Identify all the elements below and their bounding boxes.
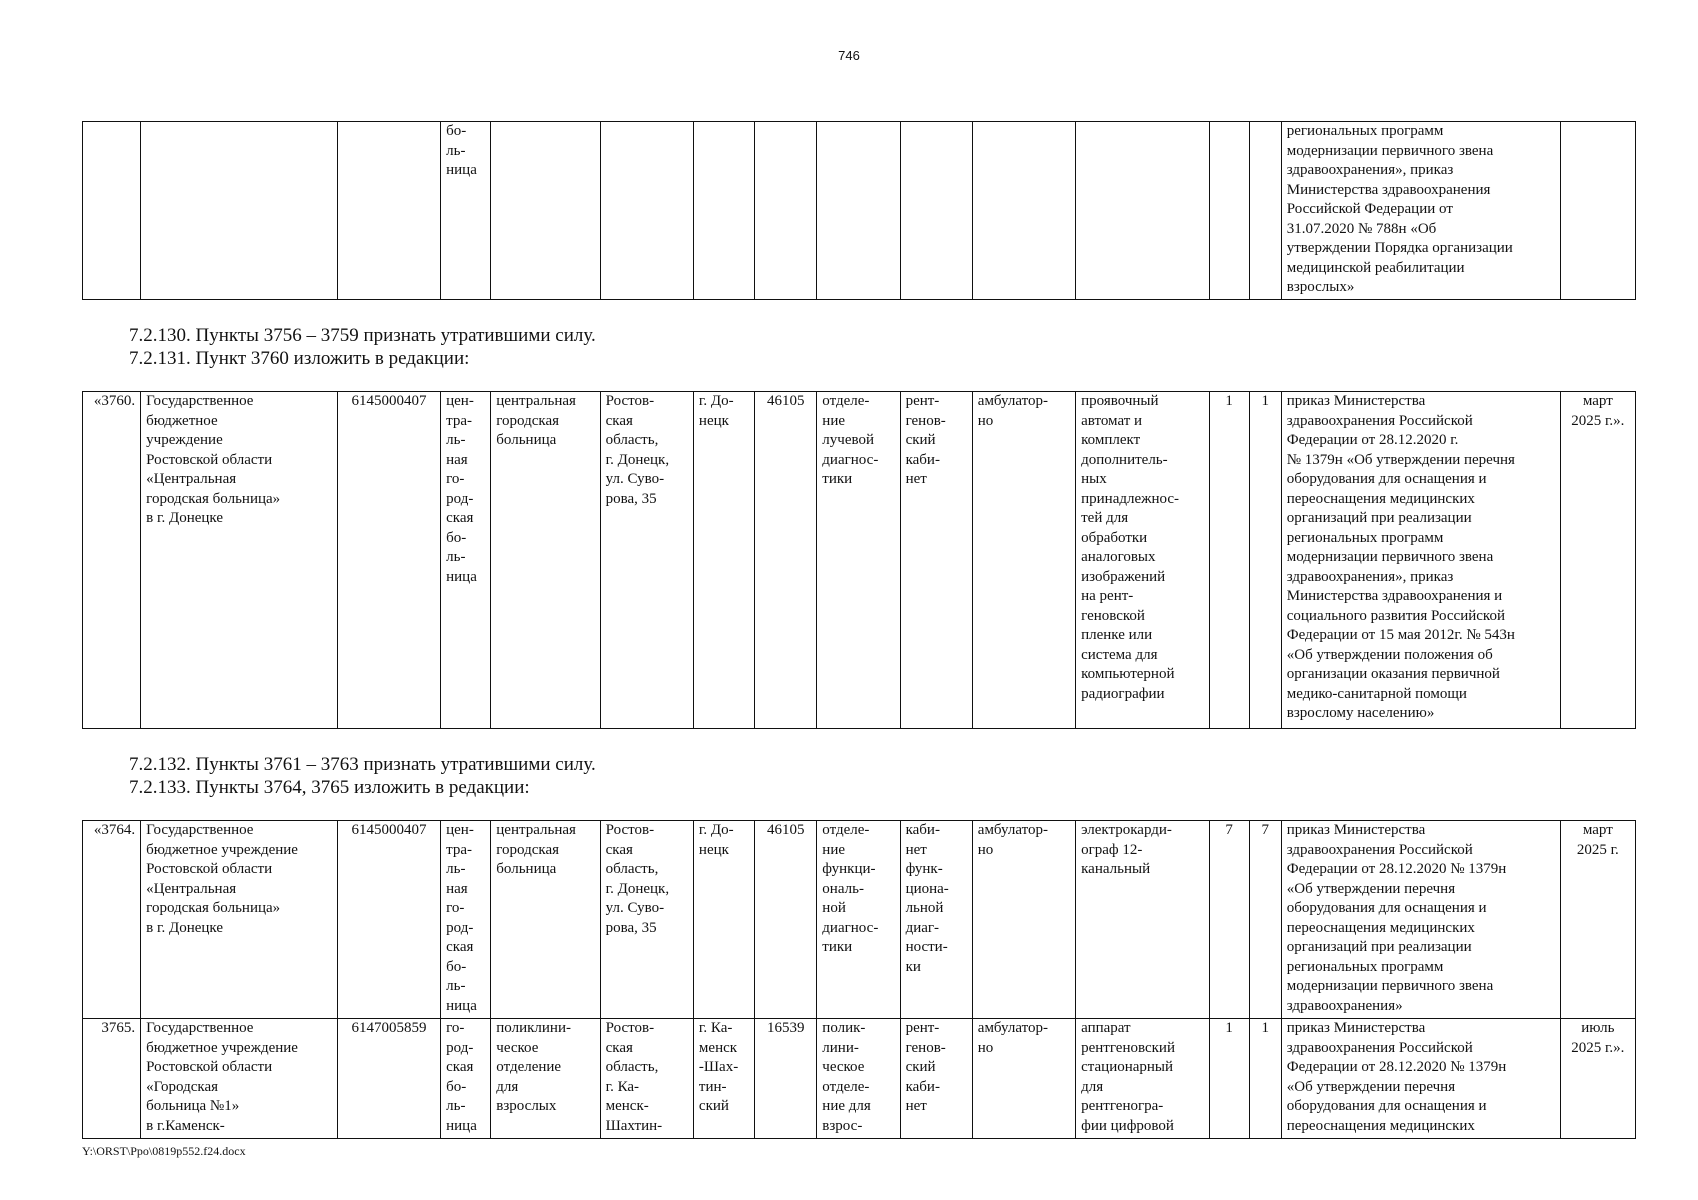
page-number: 746 [838,48,860,63]
cell-org [141,392,338,729]
cell-text-line: амбулатор- [977,1020,1048,1036]
cell-equipment [1076,392,1209,729]
cell-address [600,821,693,1019]
cell-text-line: циона- [905,880,949,897]
cell-text-line: полик- [822,1020,866,1036]
cell-text-line: «Об утверждении перечня [1286,880,1456,897]
cell-code [755,392,817,729]
cell-text-line: функ- [905,861,943,877]
cell-text-line: ональ- [822,880,864,897]
cell-city [693,392,754,729]
cell-text-line: здравоохранения Российской [1286,1039,1473,1056]
cell-text-line: ограф 12- [1081,841,1143,858]
cell-text-line: бюджетное учреждение [146,841,298,858]
cell-text-line: ница [446,1117,477,1134]
cell-address [600,122,693,300]
cell-city [693,122,754,300]
cell-text-line: ская [446,1059,474,1075]
cell-text-line: ница [446,162,477,178]
cell-q2 [1249,1019,1281,1139]
cell-text-line: Федерации от 28.12.2020 № 1379н [1286,861,1507,877]
cell-code [755,122,817,300]
cell-org [141,1019,338,1139]
cell-text-line: функци- [822,861,876,877]
cell-text-line: цен- [446,822,474,838]
cell-type [441,821,491,1019]
cell-text-line: март [1582,822,1613,838]
cell-unit [491,821,600,1019]
cell-text-line: рентгеногра- [1081,1098,1164,1114]
cell-text-line: -Шах- [698,1059,739,1075]
cell-text-line: Ростов- [605,822,655,838]
cell-inn [337,1019,440,1139]
cell-text-line: приказ Министерства [1286,1020,1426,1036]
cell-text-line: го- [446,900,465,916]
cell-text-line: нецк [698,841,729,858]
cell-text-line: но [977,841,994,858]
cell-text-line: утверждении Порядка организации [1286,240,1513,256]
cell-text-line: ности- [905,939,948,955]
cell-text-line: Ростов- [605,1020,655,1036]
cell-text-line: ние [822,841,846,858]
cell-text-line: Министерства здравоохранения и [1286,588,1503,604]
cell-q1 [1209,392,1249,729]
cell-mode [972,821,1075,1019]
cell-text-line: оборудования для оснащения и [1286,900,1487,916]
cell-text-line: отделе- [822,822,870,838]
cell-text-line: льной [905,900,944,916]
cell-basis [1281,392,1560,729]
cell-text-line: компьютерной [1081,666,1175,682]
cell-text-line: бо- [446,123,467,139]
cell-text-line: 16539 [766,1020,805,1036]
cell-text-line: ной [822,900,846,916]
cell-text-line: тики [822,471,853,487]
cell-num [83,122,141,300]
cell-text-line: учреждение [146,432,223,448]
table-row [83,1019,1636,1139]
cell-text-line: 1 [1225,1020,1233,1036]
cell-dept [817,122,900,300]
cell-inn [337,392,440,729]
cell-text-line: 1 [1261,393,1269,409]
cell-text-line: ческое [822,1059,865,1075]
cell-text-line: 1 [1261,1020,1269,1036]
amendment-7-2-131: 7.2.131. Пункт 3760 изложить в редакции: [129,348,470,369]
cell-text-line: больница [496,432,557,448]
cell-equipment [1076,821,1209,1019]
cell-text-line: 6145000407 [351,822,427,838]
cell-text-line: модернизации первичного звена [1286,549,1494,565]
cell-text-line: 2025 г.». [1571,1039,1625,1056]
cell-text-line: ль- [446,978,466,994]
amendment-7-2-130: 7.2.130. Пункты 3756 – 3759 признать утратившими силу. [129,325,596,346]
cell-org [141,122,338,300]
cell-text-line: 1 [1225,393,1233,409]
cell-text-line: организаций при реализации [1286,939,1472,955]
cell-q1 [1209,821,1249,1019]
cell-text-line: ул. Суво- [605,471,665,487]
cell-text-line: Ростов- [605,393,655,409]
cell-text-line: на рент- [1081,588,1134,604]
cell-text-line: ница [446,997,477,1014]
cell-text-line: ль- [446,142,466,159]
cell-text-line: область, [605,432,659,448]
cell-text-line: больница [496,861,557,877]
cell-text-line: ная [446,880,468,897]
cell-text-line: Государственное [146,393,254,409]
cell-text-line: бо- [446,529,467,546]
cell-text-line: г. Ка- [698,1020,733,1036]
cell-q1 [1209,1019,1249,1139]
cell-text-line: «Об утверждении перечня [1286,1078,1456,1095]
cell-text-line: городская больница» [146,490,281,507]
cell-text-line: принадлежнос- [1081,490,1180,507]
cell-text-line: приказ Министерства [1286,393,1426,409]
cell-text-line: ская [446,510,474,526]
cell-text-line: Шахтин- [605,1117,663,1134]
cell-text-line: бо- [446,958,467,975]
cell-text-line: но [977,1039,994,1056]
cell-q2 [1249,392,1281,729]
cell-dept [817,1019,900,1139]
cell-text-line: ки [905,958,921,975]
cell-unit [491,122,600,300]
amendment-7-2-133: 7.2.133. Пункты 3764, 3765 изложить в редакции: [129,777,530,798]
cell-text-line: рова, 35 [605,490,657,507]
cell-text-line: род- [446,490,474,507]
cell-text-line: 3765. [101,1020,136,1036]
cell-text-line: ние для [822,1098,871,1114]
cell-text-line: менск- [605,1098,649,1114]
cell-text-line: область, [605,861,659,877]
cell-text-line: в г. Донецке [146,919,223,936]
cell-text-line: стационарный [1081,1059,1174,1075]
cell-org [141,821,338,1019]
cell-text-line: ная [446,451,468,468]
cell-text-line: ский [698,1098,729,1114]
cell-text-line: здравоохранения», приказ [1286,568,1454,585]
cell-text-line: го- [446,471,465,487]
cell-text-line: рентгеновский [1081,1039,1175,1056]
cell-text-line: комплект [1081,432,1141,448]
cell-text-line: тра- [446,412,473,429]
cell-date [1560,821,1635,1019]
cell-text-line: Федерации от 28.12.2020 г. [1286,432,1459,448]
cell-text-line: в г.Каменск- [146,1117,225,1134]
cell-text-line: г. Донецк, [605,880,670,897]
cell-text-line: ская [605,412,633,429]
cell-text-line: изображений [1081,568,1166,585]
cell-text-line: организаций при реализации [1286,510,1472,526]
cell-text-line: амбулатор- [977,393,1048,409]
cell-text-line: региональных программ [1286,123,1444,139]
cell-inn [337,821,440,1019]
cell-text-line: центральная [496,393,576,409]
cell-text-line: цен- [446,393,474,409]
cell-text-line: отделе- [822,1078,870,1095]
cell-text-line: генов- [905,412,946,429]
cell-num [83,821,141,1019]
cell-text-line: модернизации первичного звена [1286,142,1494,159]
cell-text-line: Министерства здравоохранения [1286,181,1491,198]
cell-text-line: автомат и [1081,412,1143,429]
cell-text-line: пленке или [1081,627,1153,643]
cell-text-line: но [977,412,994,429]
cell-text-line: система для [1081,646,1158,663]
cell-text-line: аппарат [1081,1020,1131,1036]
cell-text-line: генов- [905,1039,946,1056]
cell-text-line: организации оказания первичной [1286,666,1500,682]
cell-text-line: 31.07.2020 № 788н «Об [1286,220,1437,237]
cell-text-line: лучевой [822,432,874,448]
cell-text-line: Российской Федерации от [1286,201,1453,217]
cell-text-line: июль [1581,1020,1615,1036]
cell-text-line: для [1081,1078,1104,1095]
cell-text-line: Государственное [146,1020,254,1036]
cell-text-line: модернизации первичного звена [1286,978,1494,994]
cell-text-line: в г. Донецке [146,510,223,526]
file-path-footer: Y:\ORST\Ppo\0819p552.f24.docx [82,1144,246,1158]
cell-text-line: род- [446,919,474,936]
cell-unit [491,1019,600,1139]
cell-text-line: больница №1» [146,1098,240,1114]
cell-inn [337,122,440,300]
cell-text-line: радиографии [1081,685,1165,702]
cell-basis [1281,821,1560,1019]
cell-text-line: нет [905,1098,927,1114]
cell-text-line: нет [905,841,927,858]
cell-text-line: ский [905,432,936,448]
cell-text-line: тра- [446,841,473,858]
cell-text-line: фии цифровой [1081,1117,1174,1134]
cell-text-line: региональных программ [1286,958,1444,975]
cell-text-line: область, [605,1059,659,1075]
cell-text-line: взрослых» [1286,279,1355,295]
cell-text-line: Ростовской области [146,1059,273,1075]
cell-text-line: городская больница» [146,900,281,916]
cell-text-line: март [1582,393,1613,409]
cell-text-line: проявочный [1081,393,1159,409]
cell-text-line: г. Ка- [605,1078,640,1095]
cell-text-line: ул. Суво- [605,900,665,916]
cell-equipment [1076,122,1209,300]
cell-text-line: го- [446,1020,465,1036]
cell-text-line: «Центральная [146,880,237,897]
cell-text-line: «3760. [93,393,136,409]
cell-text-line: ных [1081,471,1107,487]
cell-text-line: 2025 г. [1576,841,1619,858]
cell-text-line: каби- [905,1078,940,1095]
cell-text-line: диагнос- [822,919,879,936]
cell-text-line: амбулатор- [977,822,1048,838]
cell-text-line: здравоохранения» [1286,997,1403,1014]
cell-q2 [1249,821,1281,1019]
cell-city [693,1019,754,1139]
cell-room [900,122,972,300]
cell-text-line: менск [698,1039,738,1056]
cell-basis [1281,122,1560,300]
cell-city [693,821,754,1019]
cell-text-line: 46105 [766,822,805,838]
cell-text-line: рент- [905,1020,940,1036]
cell-text-line: № 1379н «Об утверждении перечня [1286,451,1515,468]
cell-text-line: ская [605,841,633,858]
cell-mode [972,1019,1075,1139]
cell-text-line: медицинской реабилитации [1286,259,1465,276]
cell-num [83,1019,141,1139]
cell-text-line: «Городская [146,1078,219,1095]
cell-text-line: геновской [1081,607,1145,624]
cell-text-line: 46105 [766,393,805,409]
cell-text-line: аналоговых [1081,549,1156,565]
cell-address [600,392,693,729]
cell-text-line: здравоохранения Российской [1286,841,1473,858]
cell-text-line: 2025 г.». [1571,412,1625,429]
cell-text-line: Федерации от 15 мая 2012г. № 543н [1286,627,1515,643]
cell-text-line: диаг- [905,919,940,936]
cell-text-line: Федерации от 28.12.2020 № 1379н [1286,1059,1507,1075]
cell-room [900,392,972,729]
cell-text-line: Ростовской области [146,451,273,468]
cell-text-line: здравоохранения Российской [1286,412,1473,429]
cell-unit [491,392,600,729]
table-3764-3765 [82,820,1636,1139]
cell-text-line: 7 [1225,822,1233,838]
cell-text-line: каби- [905,451,940,468]
cell-text-line: ль- [446,861,466,877]
cell-text-line: ница [446,568,477,585]
cell-dept [817,392,900,729]
cell-text-line: «Центральная [146,471,237,487]
cell-type [441,1019,491,1139]
cell-text-line: отделе- [822,393,870,409]
cell-num [83,392,141,729]
cell-text-line: городская [496,841,560,858]
cell-text-line: ческое [496,1039,539,1056]
cell-type [441,392,491,729]
cell-date [1560,122,1635,300]
cell-text-line: рент- [905,393,940,409]
cell-text-line: взрослому населению» [1286,705,1435,721]
cell-text-line: социального развития Российской [1286,607,1505,624]
cell-text-line: род- [446,1039,474,1056]
table-row [83,392,1636,729]
cell-text-line: отделение [496,1059,562,1075]
cell-text-line: г. До- [698,822,734,838]
cell-dept [817,821,900,1019]
cell-text-line: ль- [446,1098,466,1114]
cell-text-line: ль- [446,549,466,565]
cell-text-line: каби- [905,822,940,838]
cell-text-line: ский [905,1059,936,1075]
cell-text-line: обработки [1081,529,1148,546]
cell-text-line: ние [822,412,846,429]
cell-text-line: взрос- [822,1117,863,1134]
cell-text-line: городская [496,412,560,429]
cell-text-line: переоснащения медицинских [1286,490,1475,507]
cell-date [1560,392,1635,729]
cell-text-line: региональных программ [1286,529,1444,546]
cell-text-line: ская [605,1039,633,1056]
cell-code [755,821,817,1019]
cell-text-line: Ростовской области [146,861,273,877]
cell-text-line: рова, 35 [605,919,657,936]
cell-text-line: поликлини- [496,1020,571,1036]
cell-text-line: оборудования для оснащения и [1286,1098,1487,1114]
cell-q2 [1249,122,1281,300]
table-row [83,122,1636,300]
cell-text-line: тей для [1081,510,1129,526]
cell-text-line: тики [822,939,853,955]
cell-type [441,122,491,300]
cell-text-line: «3764. [93,822,136,838]
cell-text-line: Государственное [146,822,254,838]
cell-text-line: приказ Министерства [1286,822,1426,838]
cell-text-line: ль- [446,432,466,448]
cell-q1 [1209,122,1249,300]
cell-basis [1281,1019,1560,1139]
cell-text-line: переоснащения медицинских [1286,919,1475,936]
table-row [83,821,1636,1019]
cell-text-line: диагнос- [822,451,879,468]
cell-text-line: тин- [698,1078,727,1095]
cell-text-line: 6147005859 [351,1020,427,1036]
cell-address [600,1019,693,1139]
cell-text-line: 6145000407 [351,393,427,409]
cell-mode [972,122,1075,300]
cell-room [900,1019,972,1139]
cell-text-line: здравоохранения», приказ [1286,162,1454,178]
cell-date [1560,1019,1635,1139]
cell-text-line: ская [446,939,474,955]
cell-text-line: г. До- [698,393,734,409]
amendment-7-2-132: 7.2.132. Пункты 3761 – 3763 признать утратившими силу. [129,754,596,775]
cell-text-line: бо- [446,1078,467,1095]
cell-text-line: 7 [1261,822,1269,838]
cell-text-line: «Об утверждении положения об [1286,646,1493,663]
cell-text-line: оборудования для оснащения и [1286,471,1487,487]
table-fragment-top [82,121,1636,300]
cell-mode [972,392,1075,729]
table-3760 [82,391,1636,729]
cell-text-line: нет [905,471,927,487]
cell-text-line: для [496,1078,519,1095]
cell-text-line: г. Донецк, [605,451,670,468]
cell-text-line: бюджетное [146,412,218,429]
cell-text-line: бюджетное учреждение [146,1039,298,1056]
cell-text-line: центральная [496,822,576,838]
cell-equipment [1076,1019,1209,1139]
cell-code [755,1019,817,1139]
cell-text-line: канальный [1081,861,1151,877]
cell-text-line: электрокарди- [1081,822,1172,838]
cell-text-line: дополнитель- [1081,451,1168,468]
cell-text-line: медико-санитарной помощи [1286,685,1467,702]
cell-room [900,821,972,1019]
cell-text-line: лини- [822,1039,859,1056]
cell-text-line: переоснащения медицинских [1286,1117,1475,1134]
cell-text-line: нецк [698,412,729,429]
cell-text-line: взрослых [496,1098,557,1114]
